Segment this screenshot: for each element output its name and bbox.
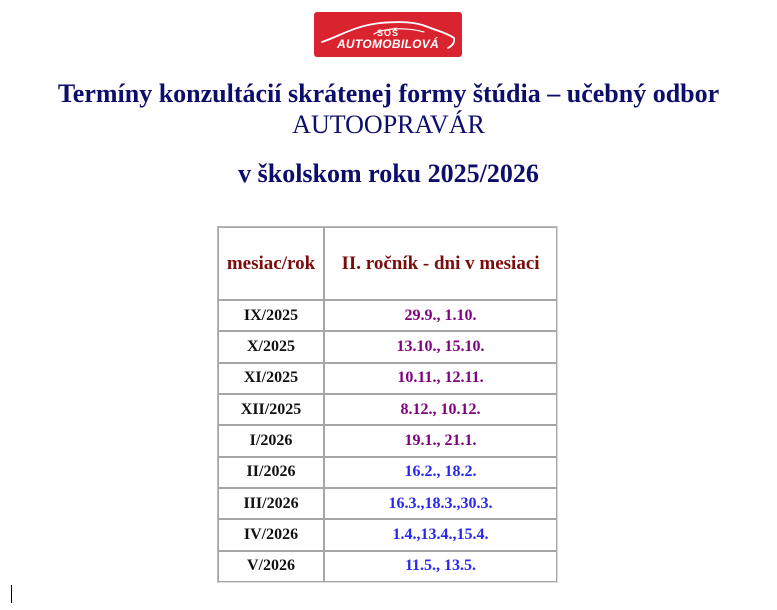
text-cursor[interactable] [11,585,12,603]
page-title: Termíny konzultácií skrátenej formy štúdia – učebný odbor [57,79,720,108]
month-cell: I/2026 [218,425,324,456]
table-row [218,457,557,488]
days-cell: 8.12., 10.12. [324,394,557,425]
month-cell: XI/2025 [218,363,324,394]
table-row [218,331,557,362]
table-row [218,394,557,425]
logo-school-name: AUTOMOBILOVÁ [336,37,440,51]
month-cell: XII/2025 [218,394,324,425]
school-year: v školskom roku 2025/2026 [238,159,539,188]
month-cell: III/2026 [218,488,324,519]
table-row [218,300,557,331]
consultation-schedule-table [217,226,558,583]
days-cell: 11.5., 13.5. [324,551,557,582]
days-cell: 13.10., 15.10. [324,331,557,362]
days-cell: 16.2., 18.2. [324,457,557,488]
study-field: AUTOOPRAVÁR [292,110,485,139]
table-row [218,488,557,519]
logo-abbrev: SOŠ [376,28,399,38]
header-days: II. ročník - dni v mesiaci [324,227,557,300]
month-cell: IV/2026 [218,519,324,550]
table-header-row [218,227,557,300]
days-cell: 19.1., 21.1. [324,425,557,456]
days-cell: 10.11., 12.11. [324,363,557,394]
days-cell: 1.4.,13.4.,15.4. [324,519,557,550]
school-logo [314,12,462,57]
header-month-year: mesiac/rok [218,227,324,300]
days-cell: 29.9., 1.10. [324,300,557,331]
table-row [218,425,557,456]
table-row [218,551,557,582]
table-row [218,363,557,394]
table-row [218,519,557,550]
month-cell: IX/2025 [218,300,324,331]
month-cell: X/2025 [218,331,324,362]
days-cell: 16.3.,18.3.,30.3. [324,488,557,519]
month-cell: II/2026 [218,457,324,488]
month-cell: V/2026 [218,551,324,582]
